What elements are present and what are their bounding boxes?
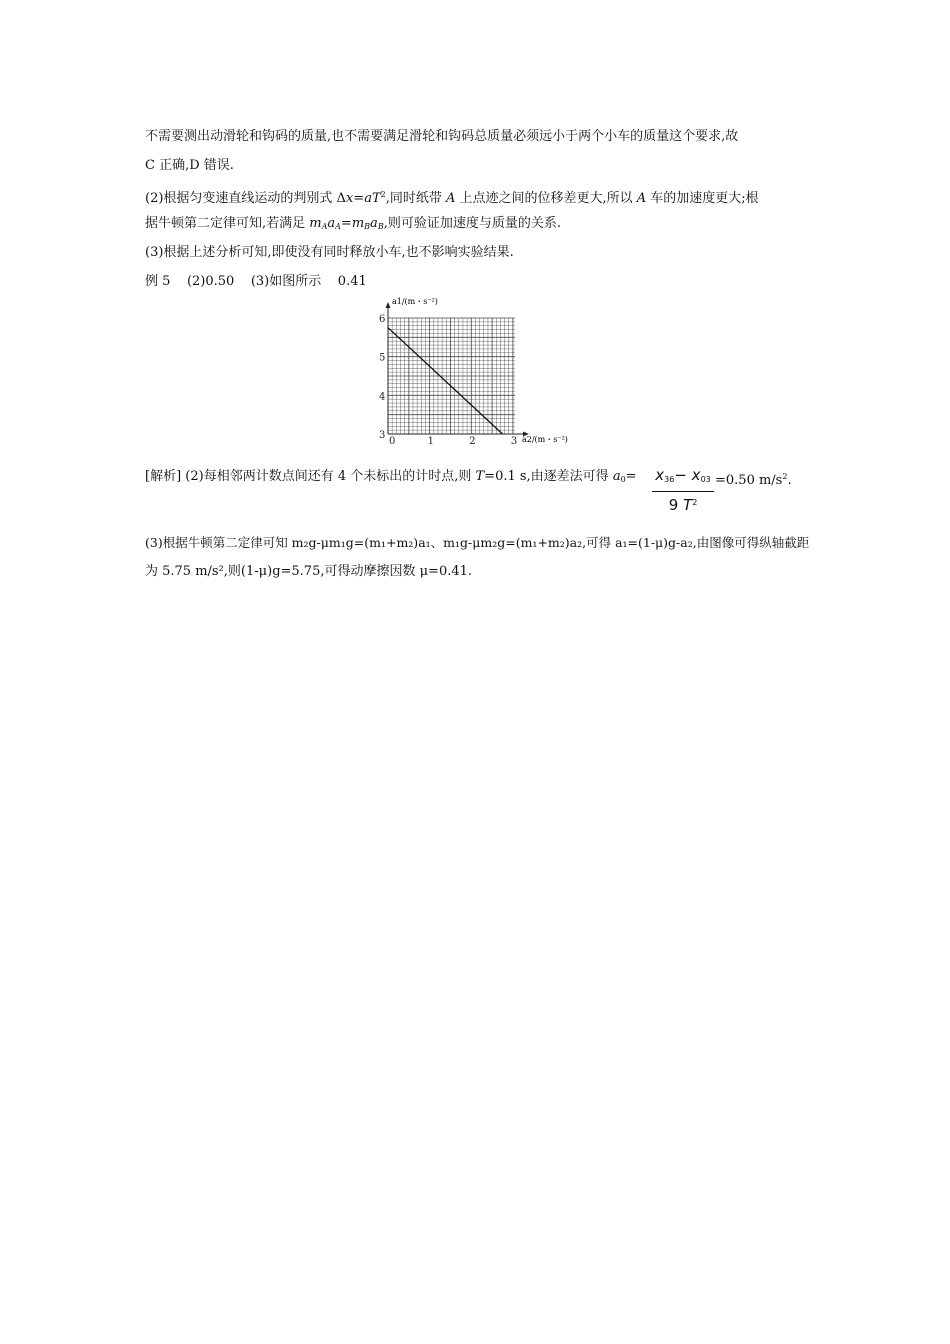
text: 据牛顿第二定律可知,若满足 — [145, 216, 310, 231]
text: ,则可验证加速度与质量的关系. — [383, 216, 561, 231]
x-tick-label: 3 — [510, 436, 518, 447]
graph-a1-vs-a2 — [370, 292, 580, 452]
x-axis-label: a2/(m・s⁻²) — [522, 435, 568, 444]
paragraph-1-line-1: 不需要测出动滑轮和钩码的质量,也不需要满足滑轮和钩码总质量必须远小于两个小车的质量这个要求,故 — [145, 129, 739, 144]
fraction-formula — [652, 466, 714, 516]
grid — [388, 318, 515, 434]
var-x: x — [345, 191, 354, 206]
var-x: x — [655, 466, 665, 484]
paragraph-4-line-1: (3)根据牛顿第二定律可知 m₂g-μm₁g=(m₁+m₂)a₁、m₁g-μm₂g=(m₁+m₂)a₂,可得 a₁=(1-μ)g-a₂,由图像可得纵轴截距 — [145, 535, 810, 550]
text: [解析] (2)每相邻两计数点间还有 4 个未标出的计时点,则 — [145, 469, 476, 484]
text: (2)根据匀变速直线运动的判别式 Δ — [145, 191, 346, 206]
minus: − — [674, 466, 692, 484]
y-axis-label: a1/(m・s⁻²) — [392, 297, 438, 306]
subscript: 03 — [700, 475, 711, 484]
text: = — [625, 469, 637, 484]
var-A: A — [445, 191, 456, 206]
subscript: A — [321, 222, 328, 231]
var-T: T — [683, 496, 693, 514]
paragraph-4-line-2: 为 5.75 m/s²,则(1-μ)g=5.75,可得动摩擦因数 μ=0.41. — [145, 564, 473, 579]
var-A: A — [636, 191, 647, 206]
subscript: B — [364, 222, 371, 231]
superscript: 2 — [782, 472, 788, 481]
text: = — [353, 191, 365, 206]
subscript: A — [335, 222, 341, 231]
paragraph-2-line-1 — [145, 186, 759, 208]
data-series — [388, 328, 503, 434]
y-tick-label: 4 — [379, 391, 386, 403]
answer-value: 0.41 — [337, 274, 367, 289]
text: ,同时纸带 — [385, 191, 446, 206]
y-axis-arrow — [386, 302, 391, 308]
y-tick-label: 6 — [379, 314, 386, 325]
y-tick-label: 5 — [379, 352, 386, 364]
var-a: a — [612, 469, 621, 484]
paragraph-3: (3)根据上述分析可知,即使没有同时释放小车,也不影响实验结果. — [145, 245, 514, 260]
x-tick-label: 1 — [427, 436, 435, 447]
fraction-numerator — [652, 466, 714, 492]
var-m: m — [351, 216, 365, 231]
answer-part-2: (2)0.50 — [186, 274, 235, 289]
analysis-line-1 — [145, 468, 637, 489]
var-m: m — [309, 216, 322, 231]
axes — [386, 302, 530, 437]
var-x: x — [691, 466, 701, 484]
tick-labels — [379, 314, 517, 447]
var-T: T — [475, 469, 485, 484]
text: 上点迹之间的位移差更大,所以 — [455, 191, 637, 206]
text: =0.1 s,由逐差法可得 — [484, 469, 613, 484]
subscript: 36 — [664, 475, 675, 484]
text: . — [787, 473, 792, 488]
example-5-answer — [145, 273, 367, 291]
fit-line — [388, 328, 503, 434]
paragraph-2-line-2 — [145, 215, 561, 236]
superscript: 2 — [380, 190, 386, 199]
subscript: 0 — [620, 475, 626, 484]
text: = — [340, 216, 352, 231]
paragraph-1-line-2: C 正确,D 错误. — [145, 158, 234, 173]
y-tick-label: 3 — [379, 430, 386, 441]
example-label: 例 5 — [145, 274, 171, 289]
text: 车的加速度更大;根 — [646, 191, 759, 206]
var-a: a — [327, 216, 336, 231]
x-tick-label: 0 — [389, 436, 396, 447]
fraction-denominator — [652, 492, 714, 516]
var-aT: aT — [364, 191, 381, 206]
var-a: a — [370, 216, 378, 231]
subscript: B — [377, 222, 384, 231]
superscript: 2 — [692, 498, 698, 507]
analysis-result — [715, 468, 792, 490]
coefficient: 9 — [668, 496, 679, 514]
answer-part-3: (3)如图所示 — [250, 274, 322, 289]
x-tick-label: 2 — [469, 436, 476, 447]
result-value: =0.50 m/s — [715, 473, 783, 488]
